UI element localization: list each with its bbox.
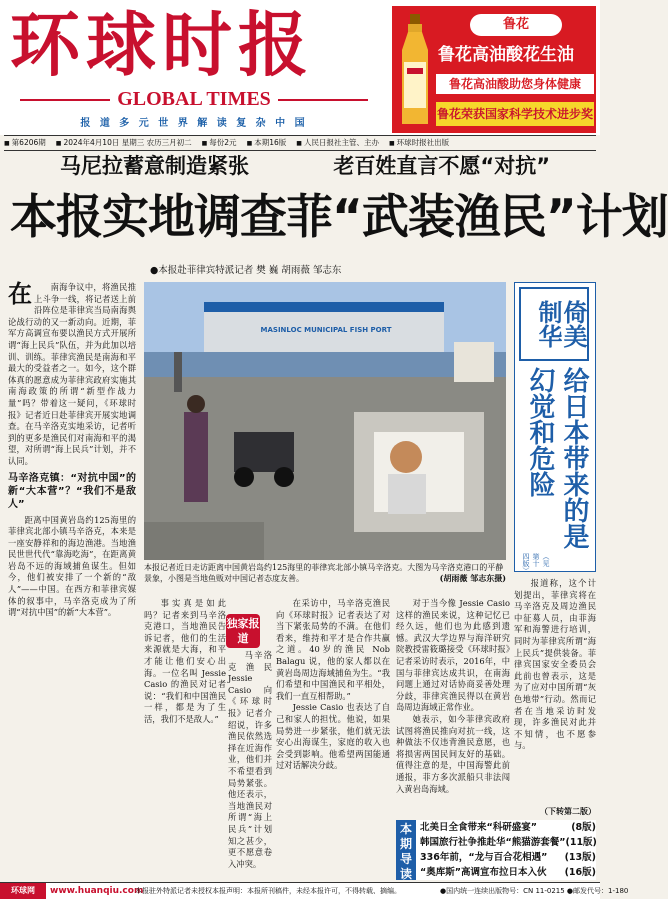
page-footer (0, 882, 629, 899)
issue-date: ■ 2024年4月10日 星期三 农历三月初二 (56, 136, 192, 150)
article-column-5 (514, 578, 596, 804)
oil-bottle-icon (398, 12, 432, 128)
headline-kicker (60, 152, 550, 180)
issue-sponsor: ■ 人民日报社主管、主办 (296, 136, 379, 150)
col1-paragraph-2: 距离中国黄岩岛约125海里的菲律宾北部小镇马辛洛克，本来是一座安静祥和的海边渔港。当地渔民世世代代“靠海吃海”，在距离黄岩岛不远的海域捕鱼谋生。但如今，他们被安排了一个新的“敌人”——中国。在西方和菲律宾媒体的叙事中，马辛洛克成为了所谓“对抗中国”的新“大本营”。 (8, 514, 136, 618)
commentary-sidebar[interactable] (514, 282, 596, 572)
continued-on-page-2[interactable]: （下转第二版） (540, 806, 596, 816)
footer-site-name: 环球网 (0, 883, 46, 899)
article-column-1 (8, 279, 136, 878)
guide-item[interactable]: 北美日全食带来“科研盛宴” (8版) (420, 822, 596, 833)
issue-price: ■ 每份2元 (202, 136, 237, 150)
guide-item[interactable]: “奥库斯”高调宣布拉日本入伙 (16版) (420, 867, 596, 878)
commentary-page-ref: （见第十四版） (522, 553, 550, 574)
article-column-2 (144, 598, 226, 878)
ad-title: 鲁花高油酸花生油 (438, 45, 574, 65)
commentary-headline: 给日本带来的是幻觉和危险 (525, 367, 589, 549)
col1-continued: 报道称，这个计划提出，菲律宾将在马辛洛克及周边渔民中征募人员，由菲海军和海警进行培训，同时为菲律宾所谓“海上民兵”提供装备。菲律宾国家安全委员会此前也曾表示，这是为了应对中国所谓“灰色地带”行动。然而记者在当地采访时发现，许多渔民对此并不知情，也不愿参与。 (514, 578, 596, 751)
col2-paragraph-1: 事实真是如此吗？记者来到马辛洛克港口，当地渔民告诉记者，他们的生活来源就是大海，和平才能让他们安心出海。一位名叫 Jessie Casio 的渔民对记者说：“我们和中国渔民一样，都是为了生活，我们不是敌人。” (144, 598, 226, 724)
newspaper-logo-english: GLOBAL TIMES (10, 88, 378, 110)
issue-info-bar (4, 135, 596, 151)
main-headline[interactable]: 本报实地调查菲“武装渔民”计划 (10, 190, 668, 245)
guide-label: 本期导读 (396, 820, 416, 880)
col1-subheading: 马辛洛克镇：“对抗中国”的新“大本营”？“我们不是敌人” (8, 472, 136, 510)
port-scene-image (144, 282, 506, 560)
photo-credit: (胡雨薇 邹志东摄) (439, 573, 506, 583)
col3-paragraph-2: 马辛洛克渔民 Jessie Casio 向《环球时报》记者介绍说，许多渔民依然选择在近海作业，他们并不希望看到局势紧张。他还表示，当地渔民对所谓“海上民兵”计划知之甚少，更不愿意卷入冲突。 (228, 650, 272, 869)
issue-number: ■ 第6206期 (4, 136, 46, 150)
byline: ●本报赴菲律宾特派记者 樊 巍 胡雨薇 邹志东 (150, 265, 342, 276)
commentary-quote-title: 倚美制华 (519, 287, 589, 361)
photo-caption (144, 562, 506, 596)
footer-copyright-note: 本报驻外特派记者未授权本报声明：本报所刊稿件，未经本报许可，不得转载、摘编。 (135, 887, 401, 895)
masthead (0, 0, 600, 135)
col4-paragraph-1: 在采访中，马辛洛克渔民向《环球时报》记者表达了对当下紧张局势的不满。在他们看来，维持和平才是合作共赢之道。40岁的渔民 Nob Balagu 说，他的家人都以在黄岩岛周边海域捕鱼为生。“我们希望和中国渔民和平相处，我们一直互相帮助。” (276, 598, 390, 701)
issue-guide (396, 820, 596, 880)
article-column-4 (396, 598, 510, 818)
guide-list (420, 820, 596, 880)
article-column-3 (276, 598, 390, 878)
guide-item[interactable]: 336年前，“龙与百合花相遇” (13版) (420, 852, 596, 863)
col5-paragraph-2: 她表示，如今菲律宾政府试图将渔民推向对抗一线，这种做法不仅违背渔民意愿，也将损害两国民间友好的基础。值得注意的是，中国海警此前通报，菲方多次派船只非法闯入黄岩岛海域。 (396, 713, 510, 794)
newspaper-logo-chinese: 环球时报 (10, 3, 314, 86)
issue-pages: ■ 本期16版 (247, 136, 287, 150)
caption-text: 本报记者近日走访距离中国黄岩岛约125海里的菲律宾北部小镇马辛洛克。大图为马辛洛克港口的平静景象，小图是当地鱼贩对中国记者态度友善。 (144, 563, 504, 583)
ad-brand: 鲁花 (470, 14, 562, 36)
issue-publisher: ■ 环球时报社出版 (389, 136, 449, 150)
drop-cap: 在 (8, 279, 32, 308)
kicker-right: 老百姓直言不愿“对抗” (333, 154, 550, 178)
main-photo-port[interactable] (144, 282, 506, 560)
kicker-left: 马尼拉蓄意制造紧张 (60, 154, 249, 178)
article-column-2b (228, 650, 272, 878)
ad-line2: 鲁花荣获国家科学技术进步奖 (436, 102, 594, 126)
col1-paragraph-1: 南海争议中，将渔民推上斗争一线，将记者送上前沿阵位是菲律宾当局南海舆论战行动的又一新动向。近期，菲军方高调宣布要以渔民方式开展所谓“海上民兵”队伍，并为此加以培训、训练。菲律宾渔民是南海和平最大的受益者之一。如今，这个群体真的愿意成为菲律宾政府实施其南海政策的所谓“新型作战力量”吗？带着这一疑问，《环球时报》记者近日赴菲律宾开展实地调查。在马辛洛克实地采访，记者听到的更多是渔民们对南海和平的渴望，对所谓“海上民兵”计划，并不认同。 (8, 282, 136, 466)
exclusive-badge: 独家报道 (226, 614, 260, 648)
advertisement-luhua[interactable] (392, 6, 596, 133)
guide-item[interactable]: 韩国旅行社争推赴华“熊猫游套餐” (11版) (420, 837, 597, 848)
footer-url-link[interactable]: www.huanqiu.com (50, 886, 144, 896)
footer-publication-code: ●国内统一连续出版物号：CN 11-0215 ●邮发代号：1-180 (440, 887, 629, 895)
ad-line1: 鲁花高油酸助您身体健康 (436, 74, 594, 94)
masthead-slogan: 报 道 多 元 世 界 解 读 复 杂 中 国 (80, 118, 308, 129)
col4-paragraph-2: Jessie Casio 也表达了自己和家人的担忧。他说，如果局势进一步紧张，他们就无法安心出海谋生，家庭的收入也会受到影响。他希望两国能通过对话解决分歧。 (276, 702, 390, 771)
col5-paragraph-1: 对于当今像 Jessie Casio 这样的渔民来说，这种记忆已经久远，他们也为此感到遗憾。武汉大学边界与海洋研究院教授雷筱璐接受《环球时报》记者采访时表示，2016年，中国与菲律宾达成共识，在南海问题上通过对话协商妥善处理分歧，菲律宾渔民得以在黄岩岛周边海域正常作业。 (396, 598, 510, 713)
fish-port-sign: MASINLOC MUNICIPAL FISH PORT (260, 326, 392, 334)
